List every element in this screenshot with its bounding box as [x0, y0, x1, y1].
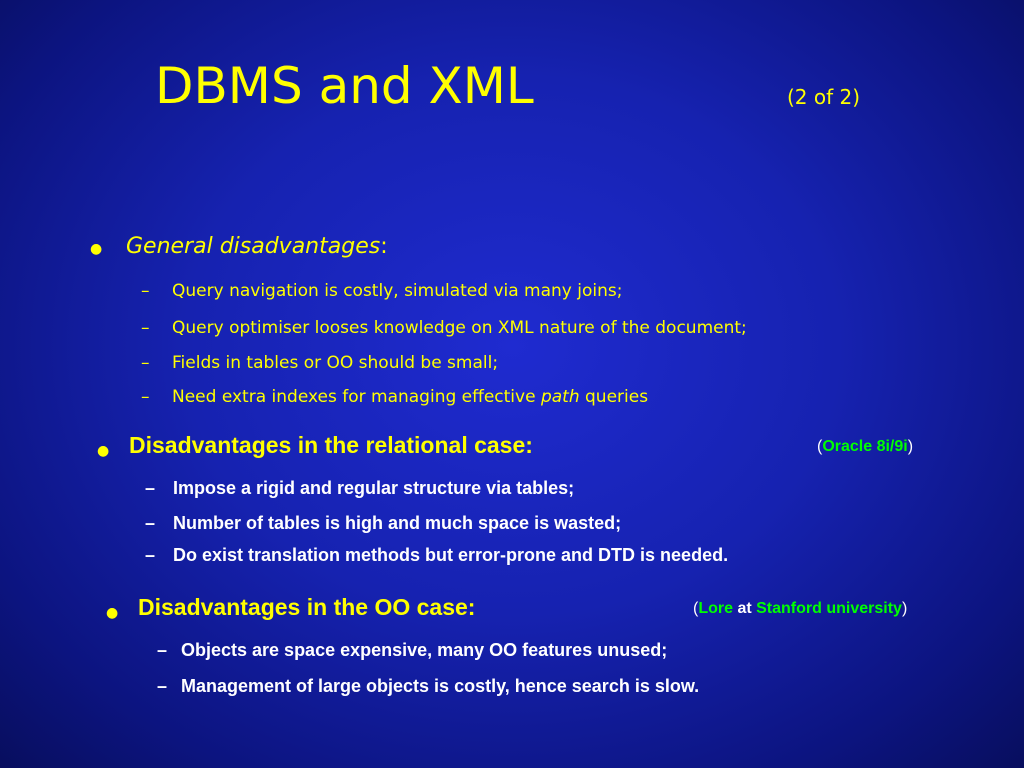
oo-note-stanford: Stanford university: [756, 600, 902, 617]
relational-heading-colon: :: [525, 432, 533, 458]
general-item-4-pre: Need extra indexes for managing effective: [172, 387, 541, 407]
relational-note-oracle: Oracle 8i/9i: [822, 438, 908, 455]
general-heading-text: General disadvantages: [126, 234, 381, 259]
general-item-4-post: queries: [579, 387, 649, 407]
oo-note: [693, 598, 907, 620]
relational-note: [817, 436, 913, 458]
bullet-icon: ●: [106, 605, 119, 621]
relational-note-open: (: [817, 438, 823, 455]
oo-note-at: at: [733, 600, 757, 617]
general-item-4-em: path: [540, 387, 580, 407]
general-heading: [126, 233, 388, 261]
general-item-1: Query navigation is costly, simulated via many joins;: [172, 281, 623, 301]
dash-icon: –: [145, 478, 156, 498]
general-heading-colon: :: [380, 234, 388, 259]
relational-note-close: ): [907, 438, 914, 455]
oo-item-1: Objects are space expensive, many OO features unused;: [181, 640, 668, 660]
dash-icon: –: [141, 318, 150, 338]
dash-icon: –: [157, 676, 168, 696]
dash-icon: –: [141, 281, 150, 301]
oo-note-close: ): [901, 600, 908, 617]
oo-item-2: Management of large objects is costly, hence search is slow.: [181, 676, 700, 696]
dash-icon: –: [145, 545, 156, 565]
bullet-icon: ●: [97, 443, 110, 459]
dash-icon: –: [141, 387, 150, 407]
relational-heading: [129, 431, 533, 459]
slide-subtitle: (2 of 2): [787, 85, 861, 109]
general-item-3: Fields in tables or OO should be small;: [172, 353, 499, 373]
oo-heading: [138, 593, 475, 621]
bullet-icon: ●: [90, 241, 103, 257]
oo-note-lore: Lore: [698, 600, 733, 617]
general-item-4: [172, 385, 648, 409]
dash-icon: –: [157, 640, 168, 660]
relational-item-2: Number of tables is high and much space is wasted;: [173, 513, 622, 533]
oo-note-open: (: [693, 600, 699, 617]
dash-icon: –: [145, 513, 156, 533]
relational-heading-text: Disadvantages in the relational case: [129, 432, 526, 458]
relational-item-3: Do exist translation methods but error-prone and DTD is needed.: [173, 545, 729, 565]
relational-item-1: Impose a rigid and regular structure via tables;: [173, 478, 575, 498]
general-item-2: Query optimiser looses knowledge on XML nature of the document;: [172, 318, 747, 338]
oo-heading-text: Disadvantages in the OO case: [138, 594, 468, 620]
slide-title: DBMS and XML: [155, 57, 534, 115]
dash-icon: –: [141, 353, 150, 373]
oo-heading-colon: :: [467, 594, 476, 620]
